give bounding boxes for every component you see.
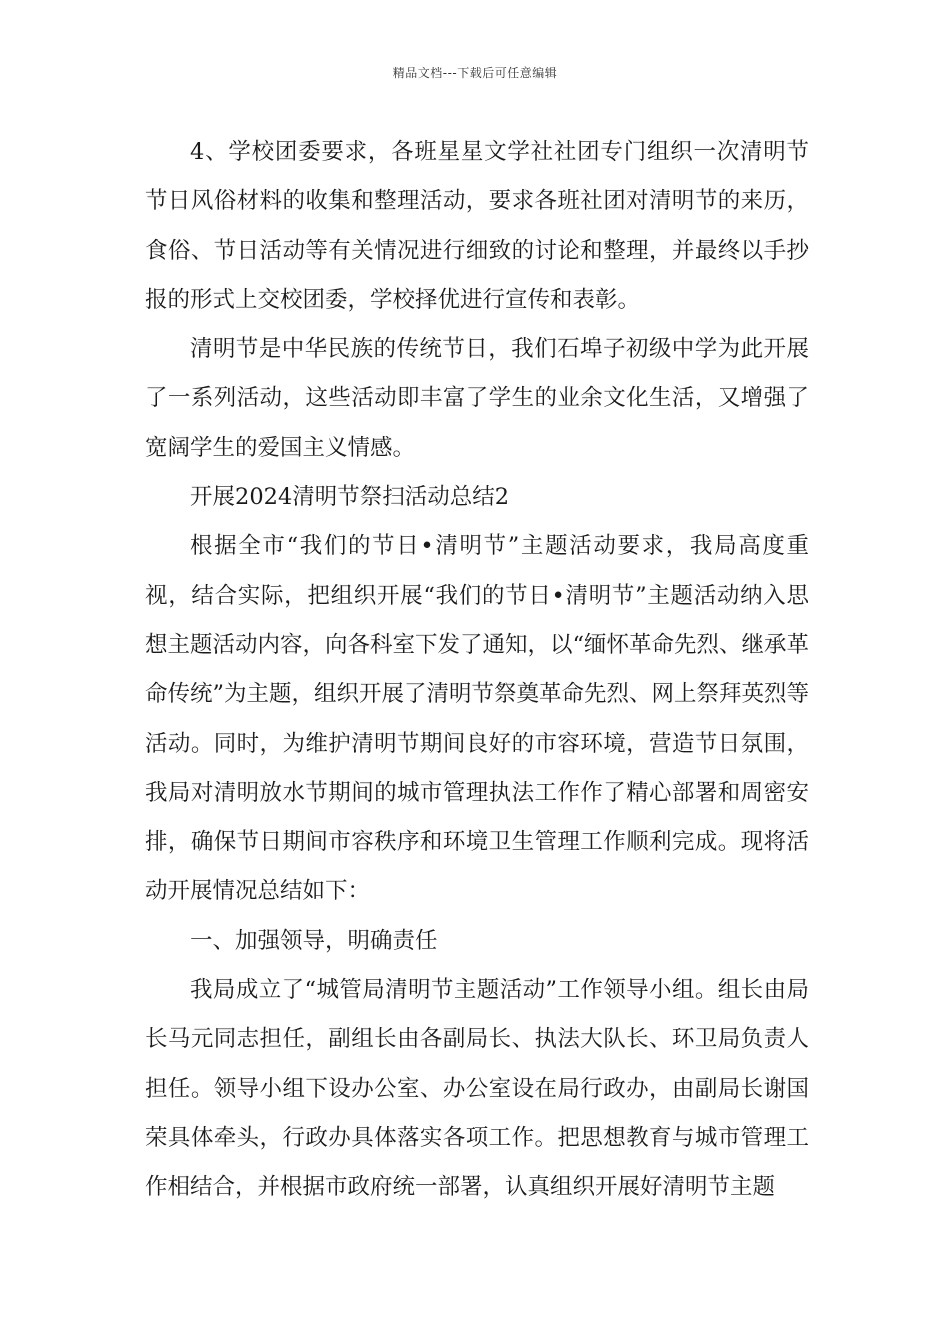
paragraph-2: 清明节是中华民族的传统节日，我们石埠子初级中学为此开展了一系列活动，这些活动即丰富了学生的业余文化生活，又增强了宽阔学生的爱国主义情感。 [145, 336, 809, 461]
subheading-1: 一、加强领导，明确责任 [190, 927, 438, 954]
page-header: 精品文档---下载后可任意编辑 [392, 66, 558, 80]
paragraph-3: 根据全市“我们的节日•清明节”主题活动要求，我局高度重视，结合实际，把组织开展“我们的节日•清明节”主题活动纳入思想主题活动内容，向各科室下发了通知，以“缅怀革命先烈、继承革命传统”为主题，组织开展了清明节祭奠革命先烈、网上祭拜英烈等活动。同时，为维护清明节期间良好的市容环境，营造节日氛围，我局对清明放水节期间的城市管理执法工作作了精心部署和周密安排，确保节日期间市容秩序和环境卫生管理工作顺利完成。现将活动开展情况总结如下： [145, 533, 810, 905]
paragraph-4: 我局成立了“城管局清明节主题活动”工作领导小组。组长由局长马元同志担任，副组长由各副局长、执法大队长、环卫局负责人担任。领导小组下设办公室、办公室设在局行政办，由副局长谢国荣具体牵头，行政办具体落实各项工作。把思想教育与城市管理工作相结合，并根据市政府统一部署，认真组织开展好清明节主题 [145, 977, 809, 1201]
paragraph-1: 4、学校团委要求，各班星星文学社社团专门组织一次清明节节日风俗材料的收集和整理活动，要求各班社团对清明节的来历，食俗、节日活动等有关情况进行细致的讨论和整理，并最终以手抄报的形式上交校团委，学校择优进行宣传和表彰。 [145, 139, 809, 313]
section-title: 开展2024清明节祭扫活动总结2 [190, 484, 510, 511]
document-body [145, 128, 809, 1213]
